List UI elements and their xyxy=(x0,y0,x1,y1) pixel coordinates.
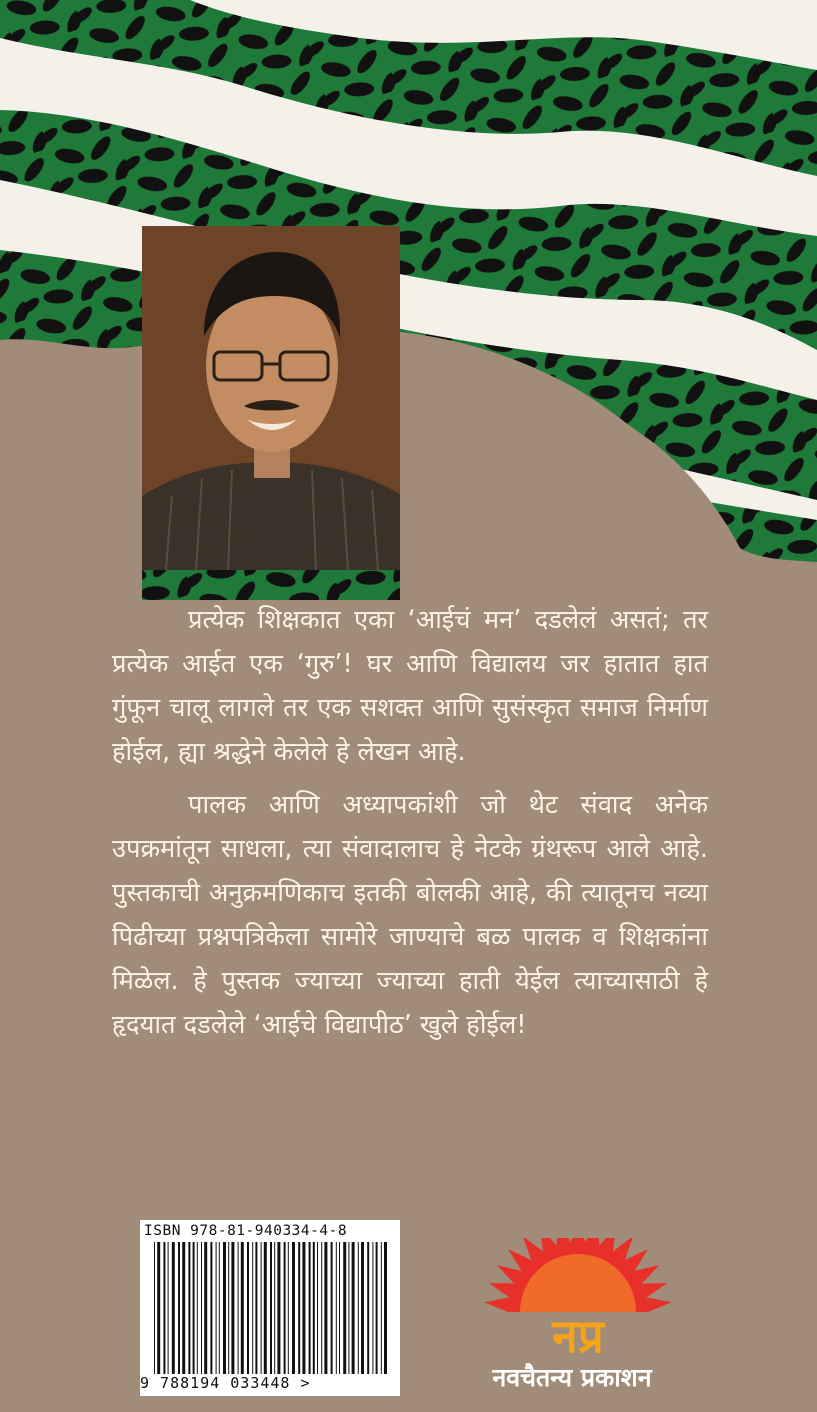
barcode-bars xyxy=(154,1242,388,1374)
publisher-logo-mark: नप्र xyxy=(552,1309,604,1363)
barcode-bar xyxy=(210,1242,212,1374)
barcode-bar xyxy=(331,1242,333,1374)
barcode-bar xyxy=(172,1242,175,1374)
barcode-bar xyxy=(241,1242,244,1374)
isbn-label: ISBN 978-81-940334-4-8 xyxy=(144,1223,348,1239)
barcode-bar xyxy=(317,1242,318,1374)
sun-ray xyxy=(647,1297,672,1312)
barcode-bar xyxy=(381,1242,382,1374)
barcode-bar xyxy=(216,1242,217,1374)
barcode-bar xyxy=(219,1242,220,1374)
barcode-bar xyxy=(321,1242,322,1374)
barcode-bar xyxy=(367,1242,369,1374)
barcode-bar xyxy=(284,1242,286,1374)
barcode-bar xyxy=(277,1242,280,1374)
barcode-bar xyxy=(358,1242,359,1374)
barcode-bar xyxy=(339,1242,340,1374)
barcode-bar xyxy=(313,1242,315,1374)
barcode-bar xyxy=(288,1242,289,1374)
barcode-bar xyxy=(361,1242,364,1374)
barcode-bar xyxy=(178,1242,180,1374)
barcode-bar xyxy=(298,1242,300,1374)
barcode-bar xyxy=(231,1242,234,1374)
barcode-bar xyxy=(348,1242,349,1374)
barcode-bar xyxy=(168,1242,169,1374)
sun-ray xyxy=(571,1238,586,1242)
barcode-bar xyxy=(223,1242,226,1374)
book-blurb xyxy=(112,598,708,1056)
barcode-bar xyxy=(188,1242,190,1374)
barcode-bar xyxy=(324,1242,327,1374)
publisher-name: नवचैतन्य प्रकाशन xyxy=(492,1363,652,1392)
barcode-bar xyxy=(376,1242,378,1374)
barcode-bar xyxy=(352,1242,355,1374)
barcode-bar xyxy=(292,1242,295,1374)
barcode-bar xyxy=(302,1242,305,1374)
barcode-bar xyxy=(384,1242,387,1374)
barcode-bar xyxy=(204,1242,207,1374)
barcode-bar xyxy=(252,1242,253,1374)
barcode-bar xyxy=(197,1242,198,1374)
isbn-barcode xyxy=(140,1220,400,1396)
sun-ray xyxy=(485,1297,510,1312)
barcode-bar xyxy=(163,1242,165,1374)
blurb-paragraph-1: प्रत्येक शिक्षकात एका ‘आईचं मन’ दडलेलं असतं; तर प्रत्येक आईत एक ‘गुरु’! घर आणि विद्यालय जर हातात हात गुंफून चालू लागले तर एक सशक्त आणि सुसंस्कृत समाज निर्माण होईल, ह्या श्रद्धेने केलेले हे लेखन आहे. xyxy=(112,605,708,767)
barcode-bar xyxy=(343,1242,346,1374)
barcode-bar xyxy=(154,1242,155,1374)
barcode-bar xyxy=(247,1242,249,1374)
barcode-bar xyxy=(274,1242,275,1374)
barcode-bar xyxy=(238,1242,239,1374)
barcode-bar xyxy=(336,1242,337,1374)
barcode-bar xyxy=(261,1242,262,1374)
barcode-bar xyxy=(182,1242,185,1374)
leaf-stripe-artwork xyxy=(0,0,817,600)
barcode-bar xyxy=(201,1242,202,1374)
blurb-paragraph-2: पालक आणि अध्यापकांशी जो थेट संवाद अनेक उपक्रमांतून साधला, त्या संवादालाच हे नेटके ग्रंथरूप आले आहे. पुस्तकाची अनुक्रमणिकाच इतकी बोलकी आहे, की त्यातूनच नव्या पिढीच्या प्रश्नपत्रिकेला सामोरे जाण्याचे बळ पालक व शिक्षकांना मिळेल. हे पुस्तक ज्याच्या ज्याच्या हाती येईल त्याच्यासाठी हे हृदयात दडलेले ‘आईचे विद्यापीठ’ खुले होईल! xyxy=(112,790,708,1040)
barcode-bar xyxy=(372,1242,373,1374)
author-photo xyxy=(142,226,400,570)
barcode-bar xyxy=(270,1242,272,1374)
barcode-bar xyxy=(228,1242,229,1374)
barcode-bar xyxy=(309,1242,311,1374)
barcode-bar xyxy=(255,1242,257,1374)
barcode-bar xyxy=(264,1242,267,1374)
barcode-digits: 9 788194 033448 > xyxy=(140,1374,311,1392)
barcode-bar xyxy=(193,1242,195,1374)
barcode-bar xyxy=(157,1242,160,1374)
